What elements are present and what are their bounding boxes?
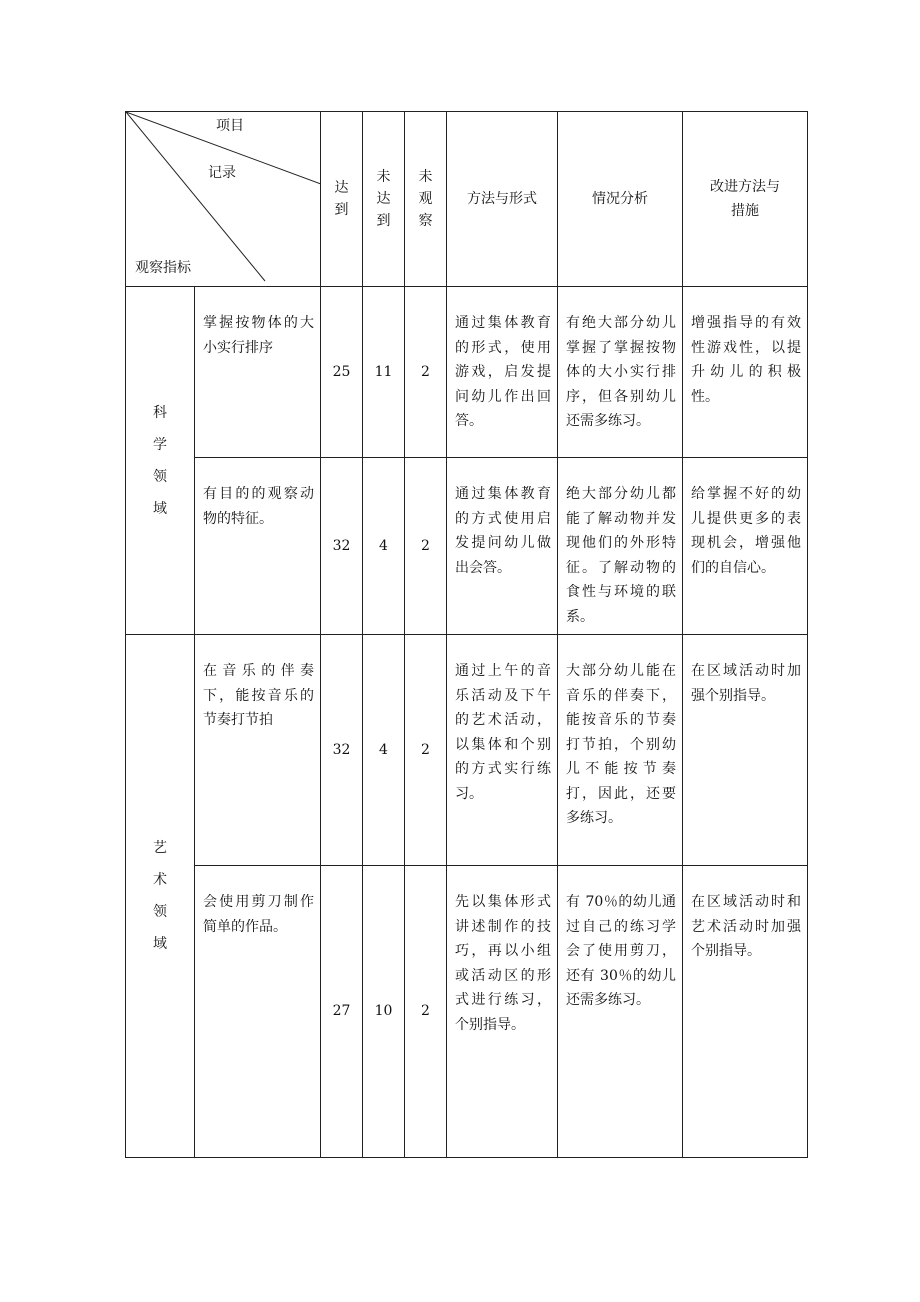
- table-row: [126, 458, 808, 635]
- analysis-cell: 大部分幼儿能在音乐的伴奏下，能按音乐的节奏打节拍，个别幼儿不能按节奏打，因此，还要多练习。: [558, 635, 683, 866]
- reached-count: 27: [321, 866, 363, 1158]
- method-cell: 通过集体教育的形式，使用游戏，启发提问幼儿作出回答。: [447, 287, 558, 458]
- table-row: [126, 635, 808, 866]
- col-header-improve: 改进方法与措施: [683, 112, 808, 287]
- reached-count: 32: [321, 635, 363, 866]
- not-reached-count: 4: [363, 635, 405, 866]
- reached-count: 32: [321, 458, 363, 635]
- not-reached-count: 10: [363, 866, 405, 1158]
- corner-label-item: 项目: [216, 118, 244, 134]
- indicator-cell: 有目的的观察动物的特征。: [195, 458, 321, 635]
- table-row: [126, 866, 808, 1158]
- indicator-cell: 掌握按物体的大小实行排序: [195, 287, 321, 458]
- diagonal-header-cell: [126, 112, 321, 287]
- improve-cell: 给掌握不好的幼儿提供更多的表现机会，增强他们的自信心。: [683, 458, 808, 635]
- domain-art: 艺 术 领 域: [126, 635, 195, 1158]
- method-cell: 通过上午的音乐活动及下午的艺术活动，以集体和个别的方式实行练习。: [447, 635, 558, 866]
- improve-cell: 在区域活动时加强个别指导。: [683, 635, 808, 866]
- observation-table: [125, 111, 808, 1158]
- col-header-analysis: 情况分析: [558, 112, 683, 287]
- not-observed-count: 2: [405, 866, 447, 1158]
- col-header-not-reached: 未 达 到: [363, 112, 405, 287]
- domain-science: 科 学 领 域: [126, 287, 195, 635]
- method-cell: 先以集体形式讲述制作的技巧，再以小组或活动区的形式进行练习，个别指导。: [447, 866, 558, 1158]
- corner-label-record: 记录: [208, 165, 236, 181]
- not-observed-count: 2: [405, 635, 447, 866]
- table-row: [126, 287, 808, 458]
- reached-count: 25: [321, 287, 363, 458]
- indicator-cell: 会使用剪刀制作简单的作品。: [195, 866, 321, 1158]
- improve-cell: 在区域活动时和艺术活动时加强个别指导。: [683, 866, 808, 1158]
- analysis-cell: 有 70％的幼儿通过自己的练习学会了使用剪刀，还有 30％的幼儿还需多练习。: [558, 866, 683, 1158]
- corner-label-indicator: 观察指标: [135, 260, 191, 276]
- not-observed-count: 2: [405, 458, 447, 635]
- not-observed-count: 2: [405, 287, 447, 458]
- not-reached-count: 4: [363, 458, 405, 635]
- analysis-cell: 有绝大部分幼儿掌握了掌握按物体的大小实行排序，但各别幼儿还需多练习。: [558, 287, 683, 458]
- improve-cell: 增强指导的有效性游戏性，以提升幼儿的积极性。: [683, 287, 808, 458]
- col-header-not-observed: 未 观 察: [405, 112, 447, 287]
- not-reached-count: 11: [363, 287, 405, 458]
- analysis-cell: 绝大部分幼儿都能了解动物并发现他们的外形特征。了解动物的食性与环境的联系。: [558, 458, 683, 635]
- col-header-method: 方法与形式: [447, 112, 558, 287]
- method-cell: 通过集体教育的方式使用启发提问幼儿做出会答。: [447, 458, 558, 635]
- col-header-reached: 达 到: [321, 112, 363, 287]
- indicator-cell: 在音乐的伴奏下，能按音乐的节奏打节拍: [195, 635, 321, 866]
- header-row: [126, 112, 808, 287]
